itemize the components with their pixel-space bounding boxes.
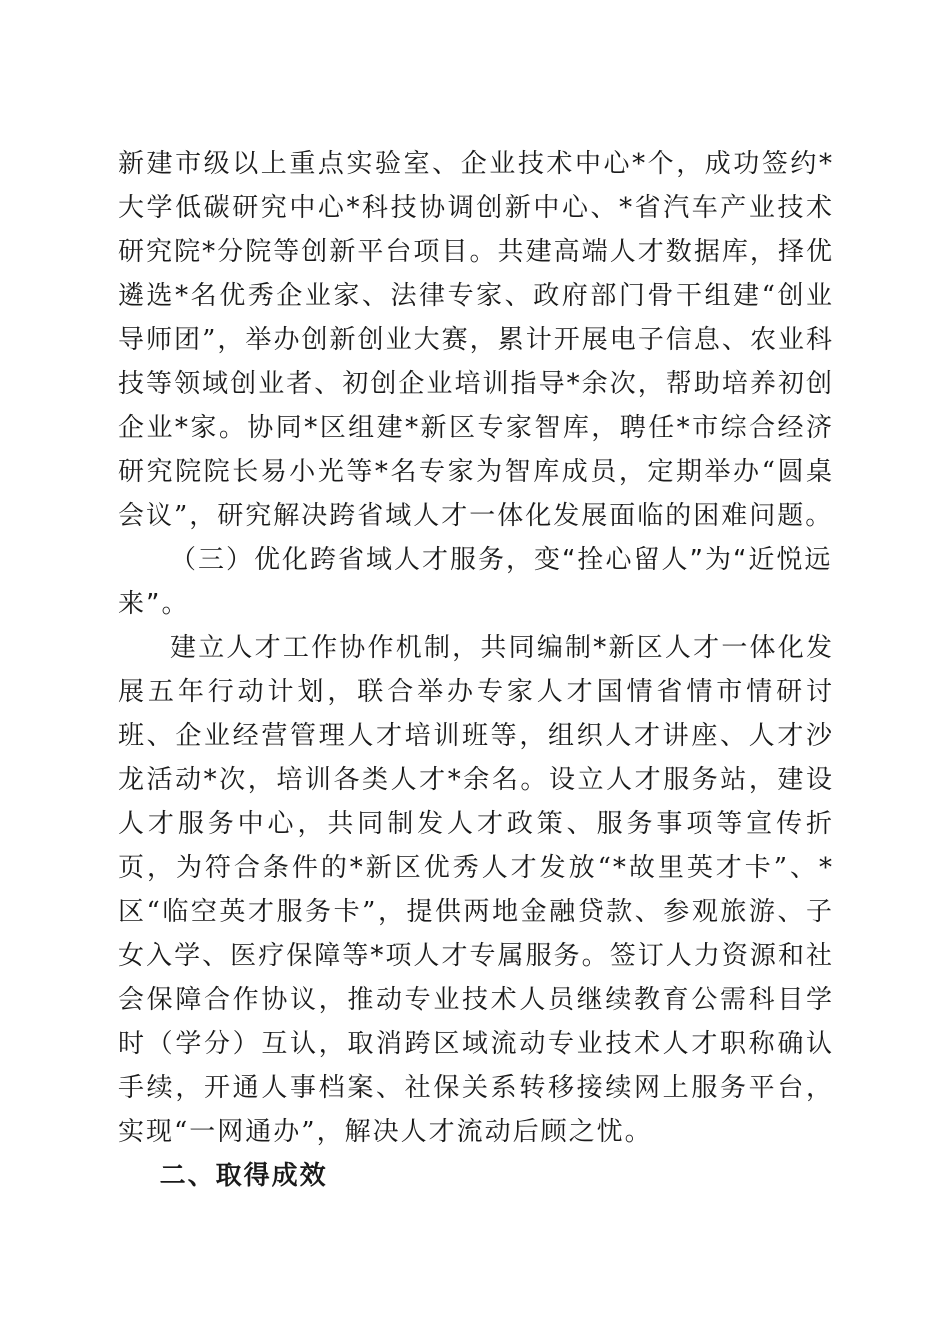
document-page bbox=[118, 142, 834, 1198]
body-paragraph-2: 建立人才工作协作机制，共同编制*新区人才一体化发展五年行动计划，联合举办专家人才国情省情市情研讨班、企业经营管理人才培训班等，组织人才讲座、人才沙龙活动*次，培训各类人才*余名。设立人才服务站，建设人才服务中心，共同制发人才政策、服务事项等宣传折页，为符合条件的*新区优秀人才发放“*故里英才卡”、*区“临空英才服务卡”，提供两地金融贷款、参观旅游、子女入学、医疗保障等*项人才专属服务。签订人力资源和社会保障合作协议，推动专业技术人员继续教育公需科目学时（学分）互认，取消跨区域流动专业技术人才职称确认手续，开通人事档案、社保关系转移接续网上服务平台，实现“一网通办”，解决人才流动后顾之忧。 bbox=[118, 633, 834, 1147]
subsection-heading-3: （三）优化跨省域人才服务，变“拴心留人”为“近悦远来”。 bbox=[118, 545, 833, 619]
body-paragraph-1: 新建市级以上重点实验室、企业技术中心*个，成功签约*大学低碳研究中心*科技协调创新中心、*省汽车产业技术研究院*分院等创新平台项目。共建高端人才数据库，择优遴选*名优秀企业家、法律专家、政府部门骨干组建“创业导师团”，举办创新创业大赛，累计开展电子信息、农业科技等领域创业者、初创企业培训指导*余次，帮助培养初创企业*家。协同*区组建*新区专家智库，聘任*市综合经济研究院院长易小光等*名专家为智库成员，定期举办“圆桌会议”，研究解决跨省域人才一体化发展面临的困难问题。 bbox=[118, 149, 834, 531]
section-heading-2: 二、取得成效 bbox=[159, 1161, 328, 1191]
